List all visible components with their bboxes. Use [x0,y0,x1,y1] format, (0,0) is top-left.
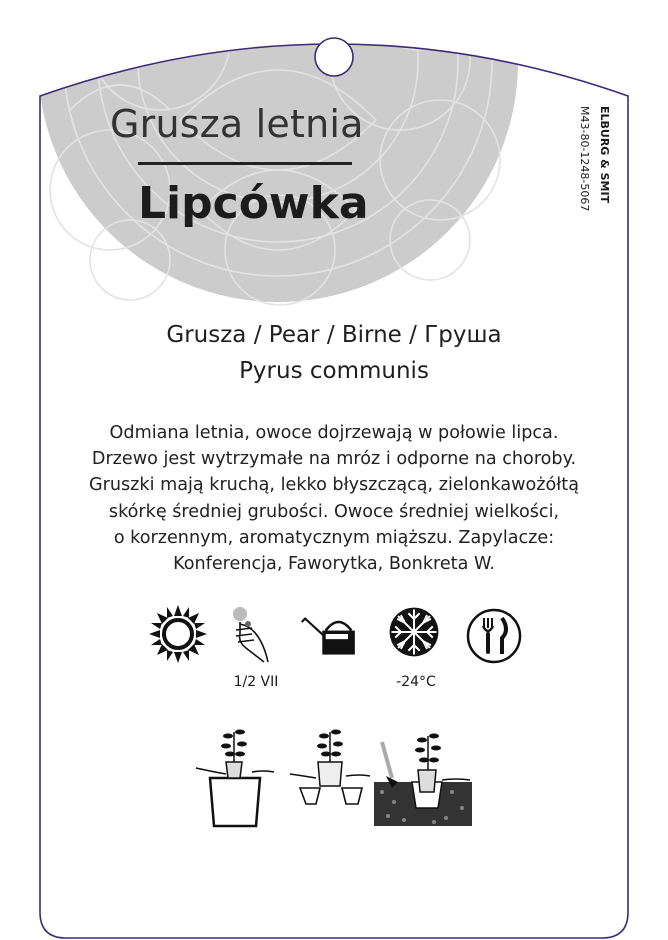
sun-icon [148,604,208,664]
product-code: M43-80-1248-5067 [578,106,591,212]
description-line: Konferencja, Faworytka, Bonkreta W. [173,554,495,575]
common-names-text: Grusza / Pear / Birne / Груша [166,322,502,348]
description [40,420,628,577]
soak-pot-icon [192,722,276,828]
description-line: Gruszki mają kruchą, lekko błyszczącą, zielonkawożółtą [88,475,579,496]
brand-block [574,106,614,246]
harvest-hand-icon [226,604,286,664]
snowflake-icon [384,602,444,662]
latin-name: Pyrus communis [239,358,429,384]
harvest-label: 1/2 VII [233,674,279,690]
hang-hole [315,38,353,76]
common-names [40,322,628,348]
frost-label: -24°C [396,674,436,690]
brand-name: ELBURG & SMIT [598,106,611,204]
remove-pot-icon [286,722,372,828]
species-title: Grusza letnia [110,102,364,146]
description-line: Drzewo jest wytrzymałe na mróz i odporne na choroby. [91,449,577,470]
variety-title: Lipcówka [138,178,369,229]
title-divider [138,162,352,165]
description-line: Odmiana letnia, owoce dojrzewają w połowie lipca. [109,423,559,443]
latin-name-block [40,358,628,384]
plant-in-soil-icon [372,722,474,828]
description-line: o korzennym, aromatycznym miąższu. Zapylacze: [113,527,555,548]
description-line: skórkę średniej grubości. Owoce średniej wielkości, [108,501,560,522]
watering-can-icon [300,604,360,664]
fork-knife-icon [464,606,524,666]
